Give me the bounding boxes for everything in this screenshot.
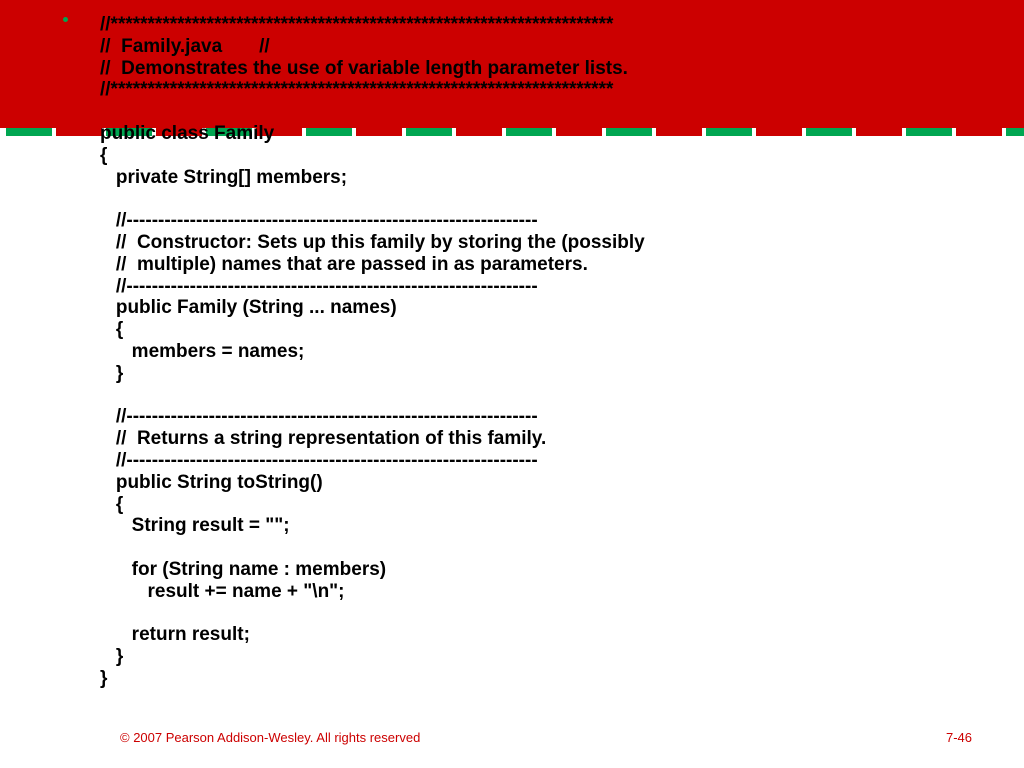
code-line: public Family (String ... names) bbox=[100, 297, 397, 319]
code-line: //******************************************************************** bbox=[100, 79, 614, 101]
code-line: } bbox=[100, 667, 108, 689]
code-line: { bbox=[100, 493, 124, 515]
code-line: String result = ""; bbox=[100, 515, 290, 537]
footer-copyright: © 2007 Pearson Addison-Wesley. All rights reserved bbox=[120, 730, 421, 745]
code-line: //----------------------------------------------------------------- bbox=[100, 275, 538, 297]
code-line: for (String name : members) bbox=[100, 558, 387, 580]
stripe-segment bbox=[1006, 128, 1024, 136]
code-line: } bbox=[100, 362, 124, 384]
code-line: } bbox=[100, 646, 124, 668]
bullet-icon bbox=[63, 17, 68, 22]
code-line bbox=[100, 188, 1000, 210]
code-line: // multiple) names that are passed in as parameters. bbox=[100, 253, 588, 275]
code-line: { bbox=[100, 144, 108, 166]
code-line: //----------------------------------------------------------------- bbox=[100, 406, 538, 428]
code-listing bbox=[100, 14, 1000, 690]
code-line: // Family.java // bbox=[100, 35, 270, 57]
code-line: private String[] members; bbox=[100, 166, 348, 188]
code-line: // Returns a string representation of this family. bbox=[100, 428, 547, 450]
code-line: // Constructor: Sets up this family by storing the (possibly bbox=[100, 231, 645, 253]
code-line: { bbox=[100, 319, 124, 341]
code-line bbox=[100, 101, 1000, 123]
code-line: //----------------------------------------------------------------- bbox=[100, 449, 538, 471]
code-line: result += name + "\n"; bbox=[100, 580, 345, 602]
page-number: 7-46 bbox=[945, 730, 972, 745]
code-line bbox=[100, 603, 1000, 625]
code-line: //******************************************************************** bbox=[100, 14, 614, 35]
code-line bbox=[100, 537, 1000, 559]
code-line bbox=[100, 385, 1000, 407]
code-line: public class Family bbox=[100, 122, 275, 144]
code-line: return result; bbox=[100, 624, 250, 646]
code-line: public String toString() bbox=[100, 471, 323, 493]
code-line: // Demonstrates the use of variable length parameter lists. bbox=[100, 57, 628, 79]
stripe-segment bbox=[6, 128, 52, 136]
stripe-segment bbox=[56, 128, 102, 136]
code-line: //----------------------------------------------------------------- bbox=[100, 210, 538, 232]
code-line: members = names; bbox=[100, 340, 305, 362]
